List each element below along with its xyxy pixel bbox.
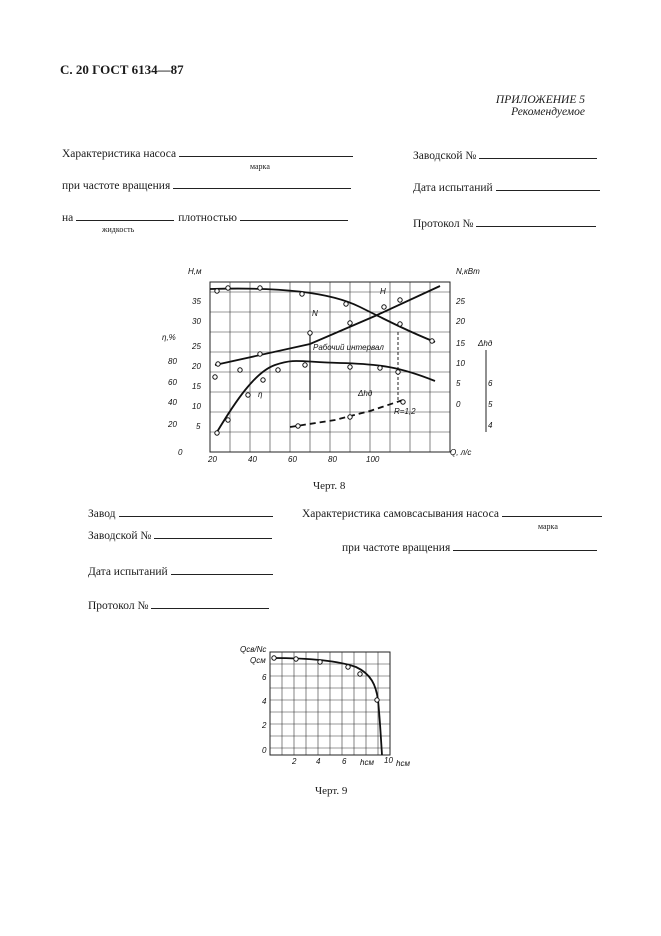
series-qsm-curve	[272, 658, 382, 755]
density-label: плотностью	[178, 212, 237, 224]
point-h	[258, 286, 262, 290]
dh-tick-5: 5	[488, 400, 493, 409]
h-tick-15: 15	[192, 382, 201, 391]
test-date-field-2[interactable]	[88, 566, 273, 578]
point-h	[300, 292, 304, 296]
liquid-caption: жидкость	[102, 225, 135, 234]
dh-tick-4: 4	[488, 421, 493, 430]
test-date-field[interactable]	[413, 182, 600, 194]
fig9-xtick-6: 6	[342, 757, 347, 766]
serial-field[interactable]	[413, 150, 597, 162]
fig9-points	[272, 656, 379, 702]
self-priming-label: Характеристика самовсасывания насоса	[302, 508, 499, 520]
serial-label-2: Заводской №	[88, 530, 152, 542]
q-tick-60: 60	[288, 455, 297, 462]
liquid-density-field[interactable]	[62, 212, 348, 224]
h-tick-20: 20	[192, 362, 201, 371]
n-tick-5: 5	[456, 379, 461, 388]
point-qsm	[294, 657, 298, 661]
figure-8-chart	[160, 262, 500, 462]
n-axis-label: N,кВт	[456, 267, 480, 276]
point-dh	[296, 424, 300, 428]
point-eta	[215, 431, 219, 435]
fig9-ytick-4: 4	[262, 697, 267, 706]
dh-tick-6: 6	[488, 379, 493, 388]
series-n-curve	[215, 286, 440, 365]
pump-char-label: Характеристика насоса	[62, 148, 177, 160]
marka-caption: марка	[250, 162, 270, 171]
fig9-x-label-inner: hсм	[360, 758, 374, 767]
point-eta	[378, 366, 382, 370]
point-h	[215, 289, 219, 293]
point-h	[398, 322, 402, 326]
serial-line-2[interactable]	[154, 537, 272, 539]
point-h	[344, 302, 348, 306]
protocol-field[interactable]	[413, 218, 596, 230]
r-label: R=1,2	[394, 407, 416, 416]
point-eta	[261, 378, 265, 382]
liquid-line[interactable]	[76, 219, 174, 221]
serial-field-2[interactable]	[88, 530, 272, 542]
point-n	[382, 305, 386, 309]
protocol-line-2[interactable]	[151, 607, 269, 609]
point-h	[226, 286, 230, 290]
fig9-ytick-6: 6	[262, 673, 267, 682]
eta-tick-40: 40	[168, 398, 177, 407]
fig9-ytick-2: 2	[262, 721, 267, 730]
fig9-x-label: hсм	[396, 759, 410, 768]
marka-caption-2: марка	[538, 522, 558, 531]
fig9-y2-label: Qсм	[250, 656, 266, 665]
fig9-xtick-2: 2	[292, 757, 297, 766]
q-tick-80: 80	[328, 455, 337, 462]
point-dh	[348, 415, 352, 419]
freq-line[interactable]	[173, 187, 351, 189]
page-header: С. 20 ГОСТ 6134—87	[60, 62, 184, 77]
point-eta	[303, 363, 307, 367]
protocol-line[interactable]	[476, 225, 596, 227]
point-eta	[276, 368, 280, 372]
eta-axis-label: η,%	[162, 333, 176, 342]
point-eta	[396, 370, 400, 374]
eta-curve-label: η	[258, 390, 263, 399]
freq-label-2: при частоте вращения	[342, 542, 451, 554]
series-dh-curve	[290, 400, 403, 427]
h-tick-5: 5	[196, 422, 201, 431]
n-tick-10: 10	[456, 359, 465, 368]
point-eta	[348, 365, 352, 369]
fig9-y1-label: Qсв/Nс	[240, 645, 267, 654]
zavod-label: Завод	[88, 508, 116, 520]
q-axis-label: Q, л/с	[450, 448, 472, 457]
h-tick-25: 25	[192, 342, 201, 351]
n-tick-25: 25	[456, 297, 465, 306]
dh-axis-label: Δhд	[478, 339, 493, 348]
fig9-grid	[270, 652, 390, 755]
fig9-xtick-10: 10	[384, 756, 393, 765]
point-n	[348, 321, 352, 325]
point-n	[308, 331, 312, 335]
figure-9-chart	[236, 640, 426, 775]
zavod-field[interactable]	[88, 508, 273, 520]
self-priming-line[interactable]	[502, 515, 602, 517]
point-qsm	[318, 660, 322, 664]
pump-char-field[interactable]	[62, 148, 353, 160]
test-date-label: Дата испытаний	[413, 182, 493, 194]
freq-label: при частоте вращения	[62, 180, 171, 192]
freq-line-2[interactable]	[453, 549, 597, 551]
eta-tick-60: 60	[168, 378, 177, 387]
work-interval-label: Рабочий интервал	[313, 343, 384, 352]
serial-label: Заводской №	[413, 150, 477, 162]
test-date-line[interactable]	[496, 189, 600, 191]
point-eta	[238, 368, 242, 372]
point-qsm	[346, 665, 350, 669]
point-n	[398, 298, 402, 302]
dh-curve-label: Δhд	[358, 389, 373, 398]
point-dh	[401, 400, 405, 404]
self-priming-field[interactable]	[302, 508, 602, 520]
n-curve-label: N	[312, 309, 318, 318]
fig8-grid	[210, 282, 450, 452]
freq-field[interactable]	[62, 180, 351, 192]
na-label: на	[62, 212, 74, 224]
origin-zero: 0	[178, 448, 183, 457]
fig9-ytick-0: 0	[262, 746, 267, 755]
n-tick-20: 20	[456, 317, 465, 326]
eta-tick-20: 20	[168, 420, 177, 429]
point-qsm	[358, 672, 362, 676]
zavod-line[interactable]	[119, 515, 273, 517]
q-tick-100: 100	[366, 455, 380, 462]
h-axis-label: H,м	[188, 267, 202, 276]
appendix-title: ПРИЛОЖЕНИЕ 5	[495, 94, 585, 106]
eta-tick-80: 80	[168, 357, 177, 366]
h-tick-30: 30	[192, 317, 201, 326]
h-tick-35: 35	[192, 297, 201, 306]
point-n	[216, 362, 220, 366]
fig9-xtick-4: 4	[316, 757, 321, 766]
n-tick-0: 0	[456, 400, 461, 409]
n-tick-15: 15	[456, 339, 465, 348]
protocol-field-2[interactable]	[88, 600, 269, 612]
test-date-line-2[interactable]	[171, 573, 273, 575]
point-n	[258, 352, 262, 356]
appendix-heading	[496, 94, 585, 118]
pump-char-line[interactable]	[179, 155, 353, 157]
point-qsm	[272, 656, 276, 660]
serial-line[interactable]	[479, 157, 597, 159]
figure-8-caption: Черт. 8	[313, 480, 346, 492]
figure-9-caption: Черт. 9	[315, 785, 348, 797]
appendix-subtitle: Рекомендуемое	[511, 106, 585, 118]
protocol-label-2: Протокол №	[88, 600, 149, 612]
point-h	[430, 339, 434, 343]
series-h-curve	[210, 289, 435, 342]
freq-field-2[interactable]	[342, 542, 597, 554]
test-date-label-2: Дата испытаний	[88, 566, 168, 578]
protocol-label: Протокол №	[413, 218, 474, 230]
point-eta	[226, 418, 230, 422]
h-curve-label: H	[380, 287, 386, 296]
point-qsm	[375, 698, 379, 702]
point-eta	[213, 375, 217, 379]
q-tick-40: 40	[248, 455, 257, 462]
h-tick-10: 10	[192, 402, 201, 411]
point-eta	[246, 393, 250, 397]
density-line[interactable]	[240, 219, 348, 221]
q-tick-20: 20	[208, 455, 217, 462]
